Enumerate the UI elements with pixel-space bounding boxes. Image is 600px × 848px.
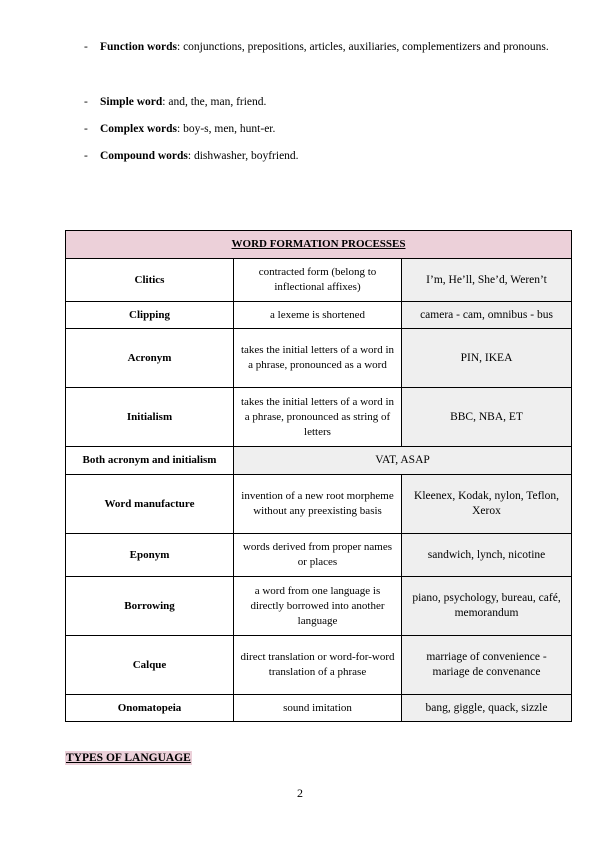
examples-cell: VAT, ASAP: [234, 447, 572, 475]
list-item: [84, 89, 554, 116]
word-type-list: [84, 34, 554, 170]
table-row: [66, 475, 572, 534]
dash-bullet-icon: -: [84, 41, 88, 53]
definition-cell: a lexeme is shortened: [234, 302, 402, 329]
table-title: WORD FORMATION PROCESSES: [66, 231, 572, 259]
table-header-row: [66, 231, 572, 259]
examples-cell: piano, psychology, bureau, café, memorandum: [402, 577, 572, 636]
definition-cell: takes the initial letters of a word in a phrase, pronounced as a word: [234, 329, 402, 388]
examples-cell: PIN, IKEA: [402, 329, 572, 388]
word-formation-table: [65, 230, 572, 722]
definition-cell: direct translation or word-for-word translation of a phrase: [234, 636, 402, 695]
list-item-term: Compound words: [100, 150, 188, 162]
term-cell: Clitics: [66, 259, 234, 302]
term-cell: Word manufacture: [66, 475, 234, 534]
table-row: [66, 534, 572, 577]
examples-cell: Kleenex, Kodak, nylon, Teflon, Xerox: [402, 475, 572, 534]
spacer: [84, 61, 554, 89]
term-cell: Clipping: [66, 302, 234, 329]
list-item: [84, 116, 554, 143]
page-number: 2: [297, 786, 303, 800]
term-cell: Borrowing: [66, 577, 234, 636]
examples-cell: bang, giggle, quack, sizzle: [402, 695, 572, 722]
definition-cell: invention of a new root morpheme without any preexisting basis: [234, 475, 402, 534]
list-item-desc: : conjunctions, prepositions, articles, auxiliaries, complementizers and pronouns.: [177, 41, 549, 53]
list-item: [84, 34, 554, 61]
definition-cell: contracted form (belong to inflectional affixes): [234, 259, 402, 302]
examples-cell: BBC, NBA, ET: [402, 388, 572, 447]
term-cell: Eponym: [66, 534, 234, 577]
term-cell: Onomatopeia: [66, 695, 234, 722]
list-item-desc: : dishwasher, boyfriend.: [187, 150, 299, 162]
section-title: TYPES OF LANGUAGE: [66, 752, 191, 764]
term-cell: Initialism: [66, 388, 234, 447]
dash-bullet-icon: -: [84, 96, 88, 108]
list-item-desc: : boy-s, men, hunt-er.: [177, 123, 276, 135]
table-row: [66, 447, 572, 475]
table-row: [66, 577, 572, 636]
dash-bullet-icon: -: [84, 123, 88, 135]
table-row: [66, 329, 572, 388]
list-item-term: Complex words: [100, 123, 177, 135]
table-row: [66, 636, 572, 695]
table-row: [66, 388, 572, 447]
examples-cell: camera - cam, omnibus - bus: [402, 302, 572, 329]
term-cell: Calque: [66, 636, 234, 695]
term-cell: Both acronym and initialism: [66, 447, 234, 475]
list-item: [84, 143, 554, 170]
examples-cell: I’m, He’ll, She’d, Weren’t: [402, 259, 572, 302]
list-item-term: Function words: [100, 41, 177, 53]
term-cell: Acronym: [66, 329, 234, 388]
definition-cell: a word from one language is directly borrowed into another language: [234, 577, 402, 636]
table-row: [66, 695, 572, 722]
dash-bullet-icon: -: [84, 150, 88, 162]
list-item-desc: : and, the, man, friend.: [162, 96, 267, 108]
examples-cell: sandwich, lynch, nicotine: [402, 534, 572, 577]
table-row: [66, 302, 572, 329]
list-item-term: Simple word: [100, 96, 163, 108]
definition-cell: words derived from proper names or places: [234, 534, 402, 577]
definition-cell: takes the initial letters of a word in a phrase, pronounced as string of letters: [234, 388, 402, 447]
definition-cell: sound imitation: [234, 695, 402, 722]
examples-cell: marriage of convenience - mariage de convenance: [402, 636, 572, 695]
table-row: [66, 259, 572, 302]
